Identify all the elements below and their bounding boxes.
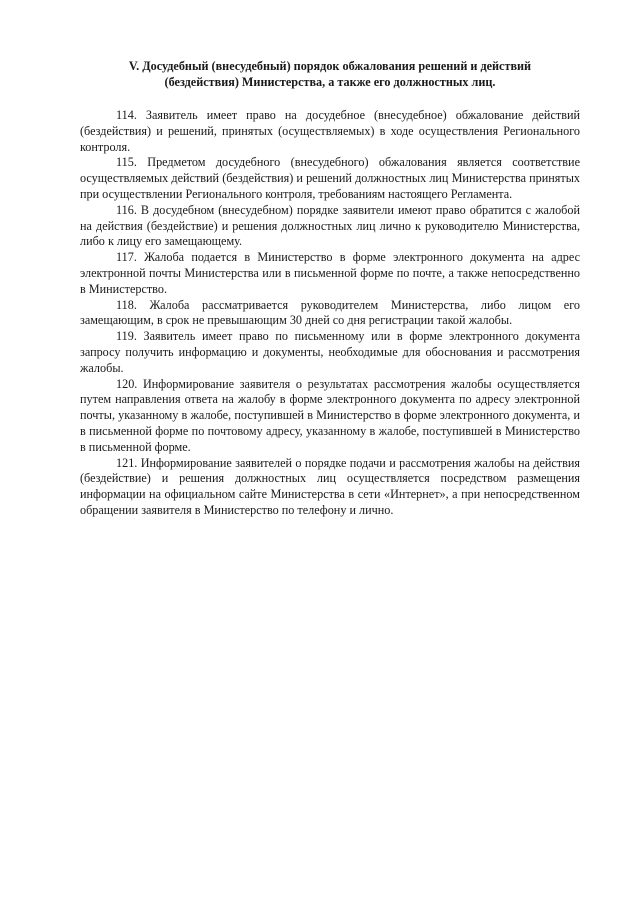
paragraph-116: 116. В досудебном (внесудебном) порядке заявители имеют право обратится с жалобой на действия (бездействие) и решения должностных лиц лично к руководителю Министерства, либо к лицу его замещающему. [80,202,580,249]
paragraph-119: 119. Заявитель имеет право по письменному или в форме электронного документа запросу получить информацию и документы, необходимые для обоснования и рассмотрения жалобы. [80,329,580,375]
paragraph-115: 115. Предметом досудебного (внесудебного) обжалования является соответствие осуществляемых действий (бездействия) и решений должностных лиц Министерства принятых при осуществлении Регионального контроля, требованиям настоящего Регламента. [80,155,580,201]
paragraph-114: 114. Заявитель имеет право на досудебное (внесудебное) обжалование действий (бездействия) и решений, принятых (осуществляемых) в ходе осуществления Регионального контроля. [80,108,580,154]
section-heading [80,58,580,90]
section-heading-line-1: V. Досудебный (внесудебный) порядок обжалования решений и действий [128,59,532,73]
section-heading-line-2: (бездействия) Министерства, а также его должностных лиц. [164,75,496,89]
paragraph-117: 117. Жалоба подается в Министерство в форме электронного документа на адрес электронной почты Министерства или в письменной форме по почте, а также непосредственно в Министерство. [80,250,580,296]
paragraph-120: 120. Информирование заявителя о результатах рассмотрения жалобы осуществляется путем направления ответа на жалобу в форме электронного документа по адресу электронной почты, указанному в жалобе, поступившей в Министерство в форме электронного документа, и в письменной форме по почтовому адресу, указанному в жалобе, поступившей в Министерство в письменной форме. [80,376,580,454]
paragraph-118: 118. Жалоба рассматривается руководителем Министерства, либо лицом его замещающим, в срок не превышающим 30 дней со дня регистрации такой жалобы. [80,297,580,328]
paragraph-121: 121. Информирование заявителей о порядке подачи и рассмотрения жалобы на действия (бездействие) и решения должностных лиц осуществляется посредством размещения информации на официальном сайте Министерства в сети «Интернет», а при непосредственном обращении заявителя в Министерство по телефону и лично. [80,455,580,517]
document-page [80,58,580,519]
